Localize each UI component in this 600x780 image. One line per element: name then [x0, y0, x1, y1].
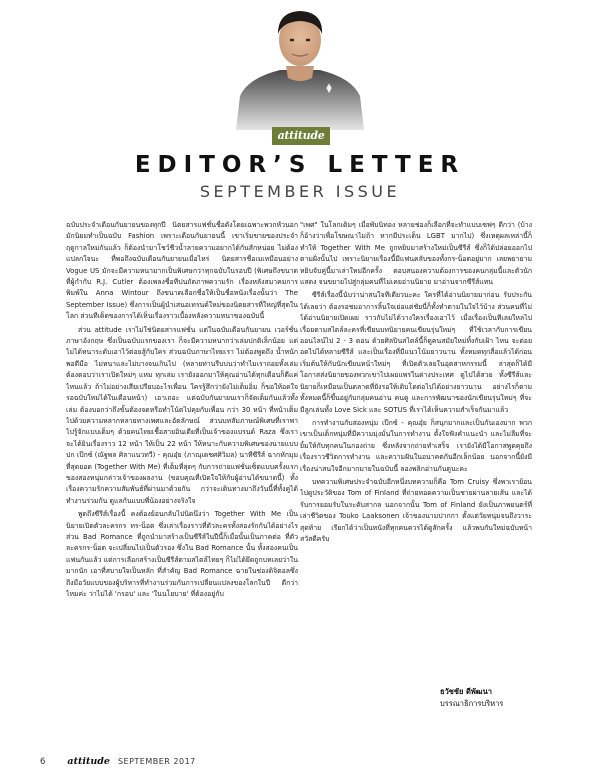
- article-column-left: [66, 220, 298, 735]
- paragraph: "เพศ" ในโลกเดิมๆ เมื่อพับนิทอง หลายช่องก็เลือกที่จะทำแบบเซฟๆ ดีกว่า (บ้างก็อ้างว่าเพื่อโฆษณาไม่ถ้า หากมีประเด็น LGBT มากไป) ซึ่งเหตุผลเหล่านี้ก็ทำให้ Together With Me ถูกหยิบมาสร้างใหม่เป็นซีรีส์ ซึ่งก็ได้ปล่อยออกไปตามฝั่งนั้นไป เพราะนิยายเรื่องนี้มีแฟนคลับของทั้งกร-น็อตอยู่มาก เลยพยายามหยิบจับคู่นี้มาเล่าใหม่อีกครั้ง ตอบสนองความต้องการของคนกลุ่มนี้และตัวนักแสดง จนขยายไปสู่กลุ่มคนที่ไม่เคยอ่านนิยาย มาอ่านจากซีรีส์แทน: [300, 221, 532, 287]
- attitude-badge: attitude: [272, 127, 330, 145]
- paragraph: การทำงานกับสองหนุ่ม เป๊กซ์ - คุณอุ๋ย ก็สนุกมากและเป็นกันเองมาก พวกเขาเป็นเด็กหนุ่มที่มีความมุ่งมั่นในการทำงาน ตั้งใจฟังคำแนะนำ และไม่ลืมที่จะยิ้มให้กับทุกคนในกองถ่าย ซึ่งหลังจากถ่ายทำเสร็จ เรายังได้มีโอกาสพูดคุยถึงเรื่องราวชีวิตการทำงาน และความฝันในอนาคตกันอีกเล็กน้อย นอกจากนี้ยังมีเรื่องน่าสนใจอีกมากมายในฉบับนี้ ลองพลิกอ่านกันดูนะคะ: [300, 418, 532, 473]
- page-number: 6: [40, 757, 46, 767]
- footer-brand: attitude: [67, 756, 110, 767]
- page-subtitle: SEPTEMBER ISSUE: [199, 182, 401, 201]
- article-column-right: [300, 220, 532, 680]
- paragraph: ซีรีส์เรื่องนี้นับว่าน่าสนใจทีเดียวนะคะ ใครที่ได้อ่านนิยายมาก่อน รับประกันได้เลยว่า ต้องรอชมอาการลิ้นใจเย่อแต่ชัยนี่ก็ทั้งทำตามในใจไว้บ้าง ส่วนคนที่ไม่ได้อ่านนิยายเปิดเผย ราวกับไม่ได้วางใครเรื่องเอาไว้ เมื่อเรื่องเป็นทีเลยใหลไปเรื่อยตามสไตล์ละครที่เขียนบทนิยายคนเขียนรุ่นใหม่ๆ ที่ใช้เวลากับการเขียนออนไลน์ไป 2 - 3 ตอน ด้วยศิลปินสไตล์นี้ก็ดูคนสมัยใหม่ทิ้งกับเฝ้า ไหน จะต่อยอดไปได้หลายซีรีส์ และเป็นเรื่องที่มีแนวโน้มยาวนาน ทั้งหมดทุกสื่อแล้วได้ก่อนเริ่มต้นให้กับนักเขียนหน้าใหม่ๆ ที่เปิดตัวเลยในอุตสาหกรรมนี้ ล่าสุดก็ได้มีโอกาสส่งนิยายของพวกเขาไปเผยแพร่ในต่างประเทศ ดูไปได้สวย ทั้งซีรีส์และนิยายก็เหมือนเป็นตลาดที่ยังรอให้เติบโตต่อไปได้อย่างยาวนาน อย่างไรก็ตาม ทั้งหมดนี้ก็ขึ้นอยู่กับกลุ่มคนอ่าน คนดู และการพัฒนาของนักเขียนรุ่นใหม่ๆ ที่จะมีลูกเล่นทั้ง Love Sick และ SOTUS ที่เราได้เห็นความสำเร็จกันมาแล้ว: [300, 291, 532, 414]
- editor-signature: [440, 686, 503, 710]
- paragraph: บทความพิเศษประจำฉบับอีกหนึ่งบทความก็คือ Tom Cruisy ซึ่งพาเราย้อนไปดูประวัติของ Tom of Finland ที่ถ่ายทอดความเป็นชายผ่านลายเส้น และได้รับการยอมรับในระดับสากล นอกจากนั้น Tom of Finland ยังเป็นภาพยนตร์ที่เล่าชีวิตของ Touko Laaksonen เจ้าของนามปากกา ตั้งแต่วัยหนุ่มจนถึงวาระสุดท้าย เรียกได้ว่าเป็นหนังที่ทุกคนควรได้ดูสักครั้ง แล้วพบกันใหม่ฉบับหน้า สวัสดีครับ: [300, 477, 532, 543]
- footer-issue: SEPTEMBER 2017: [117, 757, 196, 766]
- paragraph: ฉบับประจำเดือนกันยายนของทุกปี นิตยสารแฟชั่นชื่อดังโดยเฉพาะพวกหัวนอก มักนิยมทำเป็นฉบับ Fashion เพราะเดือนกันยายนนี้ เขาเริ่มขายของประจำฤดูกาลใหม่กันแล้ว ก็ต้องนำมาโชว์ชีวน้ำลายความอยากได้กันสักหน่อย ไม่ต้องแปลกใจนะ ที่พอถึงฉบับเดือนกันยายนเมื่อไหร่ นิตยสารชื่อเมเหมือนอย่าง Vogue US มักจะมีความหนามากเป็นพิเศษกว่าทุกฉบับในรอบปี (พิเศษถึงขนาดที่ผู้กำกับ R.J. Cutler ต้องเพลงชื่อทีปนถัตภาพความรัก เรื่องหลังสมาคมการพิมพ์ใน Anna Wintour ถึงขนาดเลือกชื่อให้เป็นชื่อหนังเรื่องนั้นว่า The September Issue) ซึ่งการเป็นผู้นำเสนอเทรนด์ใหม่ของนิตยสารที่ใหญ่ที่สุดในโลก ส่วนทีเด็ดของการได้เห็นเรื่องราวเบื้องหลังความหนาของฉบับนี้: [66, 221, 298, 321]
- editor-portrait: [228, 0, 372, 130]
- editor-role: บรรณาธิการบริหาร: [440, 699, 504, 708]
- editor-name: ธวัชชัย ดีพัฒนา: [440, 687, 492, 696]
- page-footer: [40, 756, 196, 767]
- editor-portrait-image: [228, 0, 372, 130]
- paragraph: ส่วน attitude เราไม่ใช่นิตยสารแฟชั่น แต่ในฉบับเดือนกันยายน เวอร์ชั่นภาษาอังกฤษ ซึ่งเป็นฉบับแรกของเรา ก็จะมีความหนากว่าเล่มปกติเล็กน้อย แต่ไม่ได้หนาระดับเอาไว้ต่อยสู้กับใคร ส่วนฉบับภาษาไทยเรา ไม่ต้องพูดถึง น้ำหนักพอดีมือ ไม่หนาและไม่บางจนเกินไป (หลายท่านรีบบ่นว่าทำไมเราถอยทั้งเล่ม ต้องตอบว่าเราเปิดใหม่ๆ แหม ทุกเล่ม เรายังออกมาให้คุณอ่านได้ทุกเดือนก็ดีแค่ไหนแล้ว ถ้าไม่อย่างเสียเปรียบอะไรเพื่อน ใครรู้สึกว่ายังไม่เต็มอิ่ม ก็ขอให้อดใจรอฉบับใหม่ได้ในเดือนหน้า) เอาเถอะ แต่ฉบับกันยายนเราก็จัดเต็มกันแล้วทั้งเล่ม ต้องบอกว่าถึงขั้นต้องจดหรือทำโน้ตไปคุยกับเพื่อน กว่า 30 หน้า ที่หน้าเต็มไปด้วยความหลากหลายทางเพศและอัตลักษณ์ ส่วนบทสัมภาษณ์พิเศษที่เราพาไปรู้จักแบบเต็มๆ ด้วยคนไทยเชื้อสายอินเดียที่เป็นเจ้าของแบรนด์ Raza ซึ่งเราจะได้ยินเรื่องราว 12 หน้า ให้เป็น 22 หน้า ให้หนาะกับความพิเศษของนายแบบปก เป๊กซ์ (ณัฐพล ศิลาแนวทวี) - คุณอุ๋ย (ภาณุเดชศศิวิมล) นาทีซีรีส์ ฉากหักมุมที่สุดยอด (Together With Me) ที่เต็มที่สุดๆ กับการถ่ายแฟชั่นเซ็ตแบบครั้งแรกของสองหนุ่มกล่าวเจ้าของผลงาน (ขอบคุณที่เปิดใจให้กับผู้อ่านได้ขนาดนี้) ทั้งเรื่องความรักความสัมพันธ์ที่ผ่านมาด้วยกัน กว่าจะเดินทางมาถึงวันนี้ที่ทั้งคู่ได้ทำงานร่วมกัน ดูแลกันแบบพี่น้องอย่างจริงใจ: [66, 325, 298, 505]
- paragraph: พูดถึงซีรีส์เรื่องนี้ คงต้องย้อนกลับไปนิดนึงว่า Together With Me เป็นนิยายเปิดตัวละครกร ทร-น็อต ซึ่งเล่าเรื่องราวที่ตัวละครทั้งสองรักกันได้อย่างไร ส่วน Bad Romance ที่ถูกนำมาสร้างเป็นซีรีส์ในปีนี้ก็เมื่อนั้นเป็นภาคต่อ ที่ตัวละครกร-น็อต จะเปลี่ยนไปเป็นตัวรอง ซึ่งใน Bad Romance นั้น ทั้งสองคนเป็นแฟนกันแล้ว แต่การเลือกสร้างเป็นซีรีส์ตามสไตล์ไทยๆ ก็ไม่ได้ยึดถูกบทเลยว่าในมากนัก เอาที่สบายใจเป็นหลัก ที่สำคัญ Bad Romance ฉายในช่องดิจิตอลซึ่งถึงมือวัยแบบของผู้บริหารที่ทำงานร่วมกันการเปลี่ยนแปลงของโลกในปี ดีกว่าไหมค่ะ ว่าไม่ได้ 'กรอบ' และ 'ในนโยบาย' ที่ต้องอยู่กับ: [66, 510, 298, 598]
- page-title: EDITOR’S LETTER: [134, 152, 466, 178]
